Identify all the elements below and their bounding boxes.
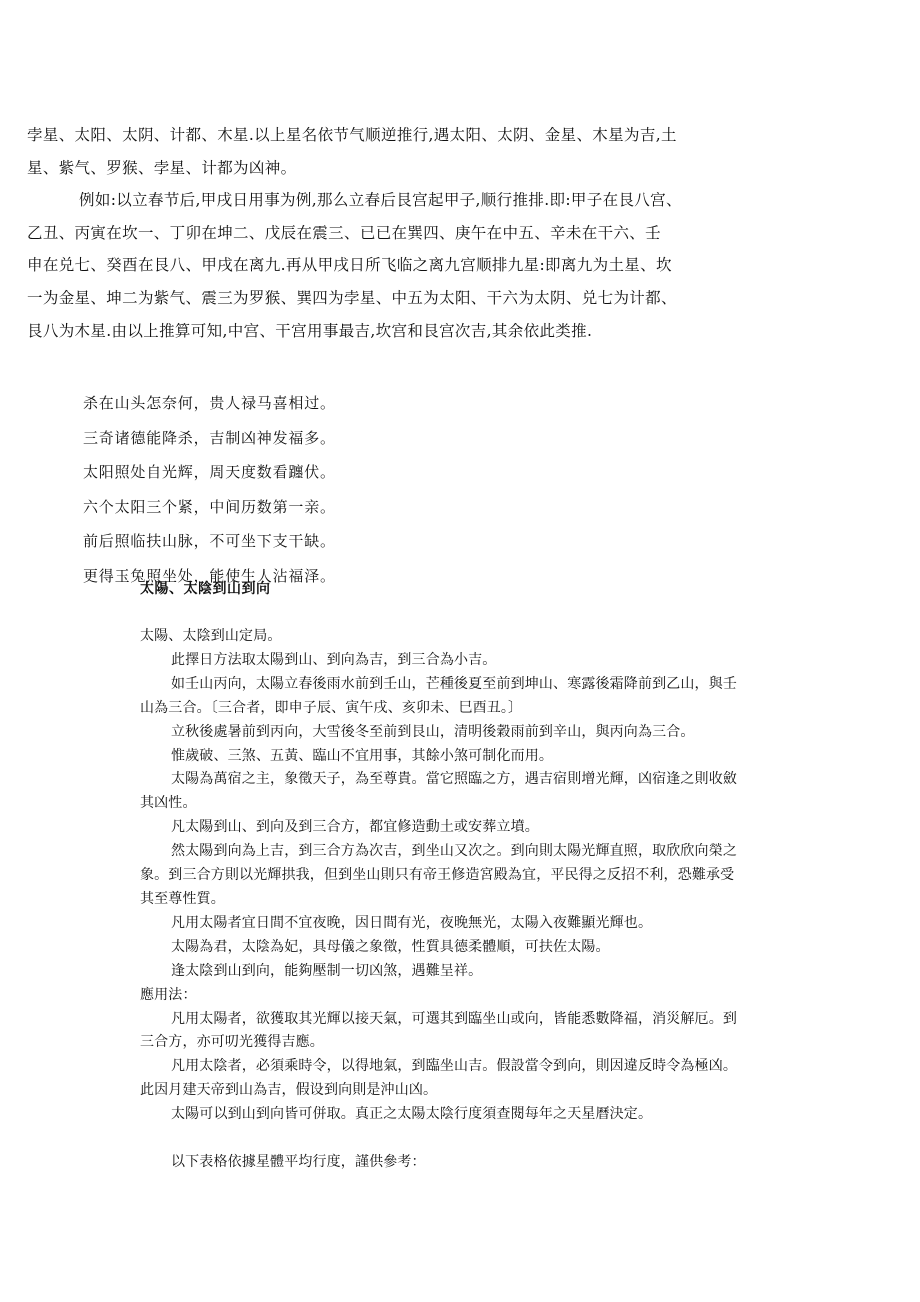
paragraph-line: 太陽為君，太陰為妃，具母儀之象徵，性質具德柔體順，可扶佐太陽。 — [171, 938, 610, 955]
paragraph-line: 山為三合。〔三合者，即申子辰、寅午戌、亥卯未、巳酉丑。〕 — [140, 699, 523, 716]
poem-line: 更得玉兔照坐处，能使生人沾福泽。 — [83, 566, 336, 585]
poem-line: 前后照临扶山脉，不可坐下支干缺。 — [83, 532, 336, 551]
paragraph-line: 此擇日方法取太陽到山、到向為吉，到三合為小吉。 — [171, 651, 497, 668]
paragraph-line: 象。到三合方則以光輝拱我，但到坐山則只有帝王修造宮殿為宜，平民得之反招不利，恐難承受 — [140, 867, 735, 884]
paragraph-line: 星、紫气、罗猴、孛星、计都为凶神。 — [27, 158, 297, 177]
paragraph-line: 太陽、太陰到山定局。 — [140, 628, 282, 644]
section-sun-moon — [140, 625, 790, 1175]
paragraph-line: 凡用太陽者，欲獲取其光輝以接天氣，可選其到臨坐山或向，皆能悉數降福，消災解厄。到 — [171, 1010, 737, 1027]
paragraph-line: 艮八为木星.由以上推算可知,中宫、干宫用事最吉,坎宫和艮宫次吉,其余依此类推. — [27, 321, 593, 340]
paragraph-line: 惟歲破、三煞、五黃、臨山不宜用事，其餘小煞可制化而用。 — [171, 747, 554, 764]
poem-verses — [83, 386, 583, 594]
paragraph-line: 其凶性。 — [140, 795, 197, 812]
paragraph-line: 例如:以立春节后,甲戌日用事为例,那么立春后艮宫起甲子,顺行推排.即:甲子在艮八宫、 — [79, 191, 682, 210]
paragraph-line: 其至尊性質。 — [140, 890, 225, 907]
poem-line: 太阳照处自光辉，周天度数看躔伏。 — [83, 463, 336, 482]
paragraph-line: 太陽為萬宿之主，象徵天子，為至尊貴。當它照臨之方，遇吉宿則增光輝，凶宿逢之則收斂 — [171, 771, 737, 788]
poem-line: 杀在山头怎奈何，贵人禄马喜相过。 — [83, 394, 336, 412]
paragraph-line: 乙丑、丙寅在坎一、丁卯在坤二、戊辰在震三、已已在巽四、庚午在中五、辛未在干六、壬 — [27, 223, 662, 242]
paragraph-line: 一为金星、坤二为紫气、震三为罗猴、巽四为孛星、中五为太阳、干六为太阴、兑七为计都、 — [27, 288, 677, 307]
poem-line: 六个太阳三个紧，中间历数第一亲。 — [83, 497, 336, 516]
paragraph-line: 三合方，亦可叨光獲得吉應。 — [140, 1034, 324, 1051]
paragraph-line: 如壬山丙向，太陽立春後雨水前到壬山，芒種後夏至前到坤山、寒露後霜降前到乙山，與壬 — [171, 675, 737, 692]
paragraph-line: 以下表格依據星體平均行度，謹供參考： — [171, 1154, 426, 1171]
section-heading: 太陽、太陰到山到向 — [140, 581, 271, 597]
paragraph-line: 太陽可以到山到向皆可併取。真正之太陽太陰行度須查閱每年之天星曆決定。 — [171, 1106, 653, 1123]
paragraph-line: 凡用太陰者，必須乘時令，以得地氣，到臨坐山吉。假設當令到向，則因違反時令為極凶。 — [171, 1058, 737, 1075]
poem-line: 三奇诸德能降杀，吉制凶神发福多。 — [83, 428, 336, 447]
paragraph-line: 立秋後處暑前到丙向，大雪後冬至前到艮山，清明後穀雨前到辛山，與丙向為三合。 — [171, 723, 695, 740]
paragraph-line: 孛星、太阳、太阴、计都、木星.以上星名依节气顺逆推行,遇太阳、太阴、金星、木星为吉,土 — [27, 126, 677, 144]
section-star-rules — [27, 119, 727, 347]
paragraph-line: 凡太陽到山、到向及到三合方，都宜修造動土或安葬立墳。 — [171, 819, 539, 836]
paragraph-line: 應用法： — [140, 986, 197, 1003]
paragraph-line: 然太陽到向為上吉，到三合方為次吉，到坐山又次之。到向則太陽光輝直照，取欣欣向榮之 — [171, 843, 737, 860]
paragraph-line: 申在兑七、癸酉在艮八、甲戌在离九.再从甲戌日所飞临之离九宫顺排九星:即离九为土星、坎 — [27, 256, 672, 275]
paragraph-line: 凡用太陽者宜日間不宜夜晚，因日間有光，夜晚無光，太陽入夜難顯光輝也。 — [171, 914, 653, 931]
paragraph-line: 逢太陰到山到向，能夠壓制一切凶煞，遇難呈祥。 — [171, 962, 483, 979]
paragraph-line: 此因月建天帝到山為吉，假设到向則是沖山凶。 — [140, 1082, 438, 1099]
